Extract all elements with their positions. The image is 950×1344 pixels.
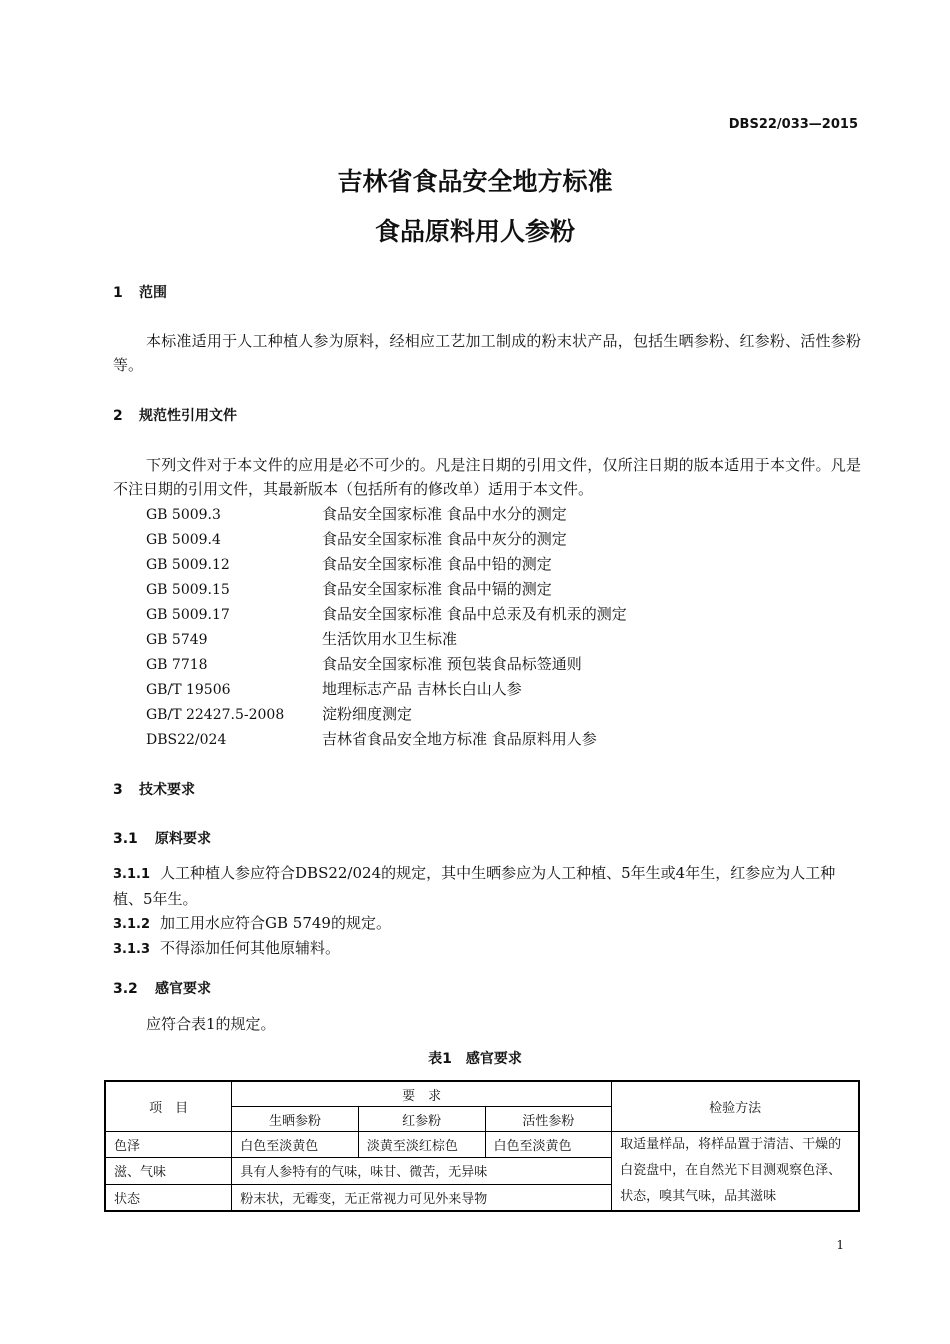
reference-code: GB 5009.12 — [146, 557, 230, 573]
reference-item — [146, 652, 627, 677]
section-3-1-heading — [113, 828, 211, 848]
reference-title: 食品安全国家标准 食品中水分的测定 — [322, 505, 567, 523]
reference-title: 淀粉细度测定 — [322, 705, 413, 723]
reference-item — [146, 727, 627, 752]
reference-title: 食品安全国家标准 食品中灰分的测定 — [322, 530, 567, 548]
section-title: 规范性引用文件 — [139, 408, 237, 424]
reference-title: 食品安全国家标准 食品中总汞及有机汞的测定 — [322, 605, 627, 623]
reference-title: 食品安全国家标准 食品中铅的测定 — [322, 555, 552, 573]
row-item: 色泽 — [105, 1132, 232, 1158]
clause-text: 加工用水应符合GB 5749的规定。 — [160, 914, 391, 932]
table-caption: 表1 感官要求 — [428, 1051, 522, 1067]
document-title: 食品原料用人参粉 — [374, 217, 575, 246]
reference-item — [146, 602, 627, 627]
clause-3-1-3 — [113, 936, 861, 962]
header-sub: 红参粉 — [358, 1107, 485, 1132]
section-title: 原料要求 — [155, 831, 211, 847]
row-item: 状态 — [105, 1184, 232, 1211]
header-sub: 活性参粉 — [485, 1107, 612, 1132]
section-1-text: 本标准适用于人工种植人参为原料，经相应工艺加工制成的粉末状产品，包括生晒参粉、红参粉、活性参粉等。 — [113, 332, 861, 374]
method-text: 取适量样品，将样品置于清洁、干燥的白瓷盘中，在自然光下目测观察色泽、状态，嗅其气味，品其滋味 — [612, 1132, 859, 1212]
section-title: 范围 — [139, 285, 167, 301]
row-value: 白色至淡黄色 — [232, 1132, 359, 1158]
reference-item — [146, 552, 627, 577]
reference-item — [146, 677, 627, 702]
reference-item — [146, 702, 627, 727]
sensory-requirements-table — [104, 1080, 860, 1212]
clause-text: 人工种植人参应符合DBS22/024的规定，其中生晒参应为人工种植、5年生或4年生，红参应为人工种植、5年生。 — [113, 864, 836, 908]
reference-item — [146, 577, 627, 602]
section-3-2-text: 应符合表1的规定。 — [146, 1015, 276, 1033]
reference-code: GB/T 19506 — [146, 682, 231, 698]
row-value: 具有人参特有的气味，味甘、微苦，无异味 — [232, 1158, 612, 1184]
reference-code: GB 7718 — [146, 657, 208, 673]
reference-title: 食品安全国家标准 预包装食品标签通则 — [322, 655, 582, 673]
reference-item — [146, 502, 627, 527]
section-number: 3.1 — [113, 831, 138, 847]
clause-number: 3.1.1 — [113, 867, 151, 882]
reference-title: 食品安全国家标准 食品中镉的测定 — [322, 580, 552, 598]
clause-text: 不得添加任何其他原辅料。 — [160, 939, 341, 957]
clause-number: 3.1.3 — [113, 942, 151, 957]
row-value: 粉末状，无霉变，无正常视力可见外来导物 — [232, 1184, 612, 1211]
header-item: 项 目 — [105, 1081, 232, 1132]
table-header-row — [105, 1081, 859, 1107]
clause-3-1-2 — [113, 911, 861, 937]
row-item: 滋、气味 — [105, 1158, 232, 1184]
reference-code: GB 5009.3 — [146, 507, 221, 523]
reference-code: GB 5009.4 — [146, 532, 221, 548]
row-value: 白色至淡黄色 — [485, 1132, 612, 1158]
section-2-text: 下列文件对于本文件的应用是必不可少的。凡是注日期的引用文件，仅所注日期的版本适用于本文件。凡是不注日期的引用文件，其最新版本（包括所有的修改单）适用于本文件。 — [113, 456, 861, 498]
reference-item — [146, 627, 627, 652]
reference-title: 地理标志产品 吉林长白山人参 — [322, 680, 522, 698]
section-number: 2 — [113, 408, 123, 424]
reference-list — [146, 502, 627, 752]
reference-code: GB/T 22427.5-2008 — [146, 707, 285, 723]
section-title: 技术要求 — [139, 782, 195, 798]
section-number: 1 — [113, 285, 123, 301]
header-requirement: 要 求 — [232, 1081, 612, 1107]
reference-code: GB 5749 — [146, 632, 208, 648]
reference-item — [146, 527, 627, 552]
reference-code: GB 5009.17 — [146, 607, 230, 623]
clause-3-1-1 — [113, 861, 861, 911]
document-code: DBS22/033—2015 — [728, 117, 858, 132]
section-1-heading — [113, 282, 167, 302]
section-number: 3 — [113, 782, 123, 798]
page-number: 1 — [836, 1238, 844, 1252]
header-method: 检验方法 — [612, 1081, 859, 1132]
section-title: 感官要求 — [155, 981, 211, 997]
row-value: 淡黄至淡红棕色 — [358, 1132, 485, 1158]
reference-code: GB 5009.15 — [146, 582, 230, 598]
table-row — [105, 1132, 859, 1158]
clause-number: 3.1.2 — [113, 917, 151, 932]
section-3-2-heading — [113, 978, 211, 998]
section-number: 3.2 — [113, 981, 138, 997]
section-3-heading — [113, 779, 195, 799]
header-sub: 生晒参粉 — [232, 1107, 359, 1132]
reference-title: 生活饮用水卫生标准 — [322, 630, 458, 648]
reference-code: DBS22/024 — [146, 732, 227, 748]
reference-title: 吉林省食品安全地方标准 食品原料用人参 — [322, 730, 597, 748]
section-2-heading — [113, 405, 237, 425]
standard-title: 吉林省食品安全地方标准 — [337, 167, 613, 196]
